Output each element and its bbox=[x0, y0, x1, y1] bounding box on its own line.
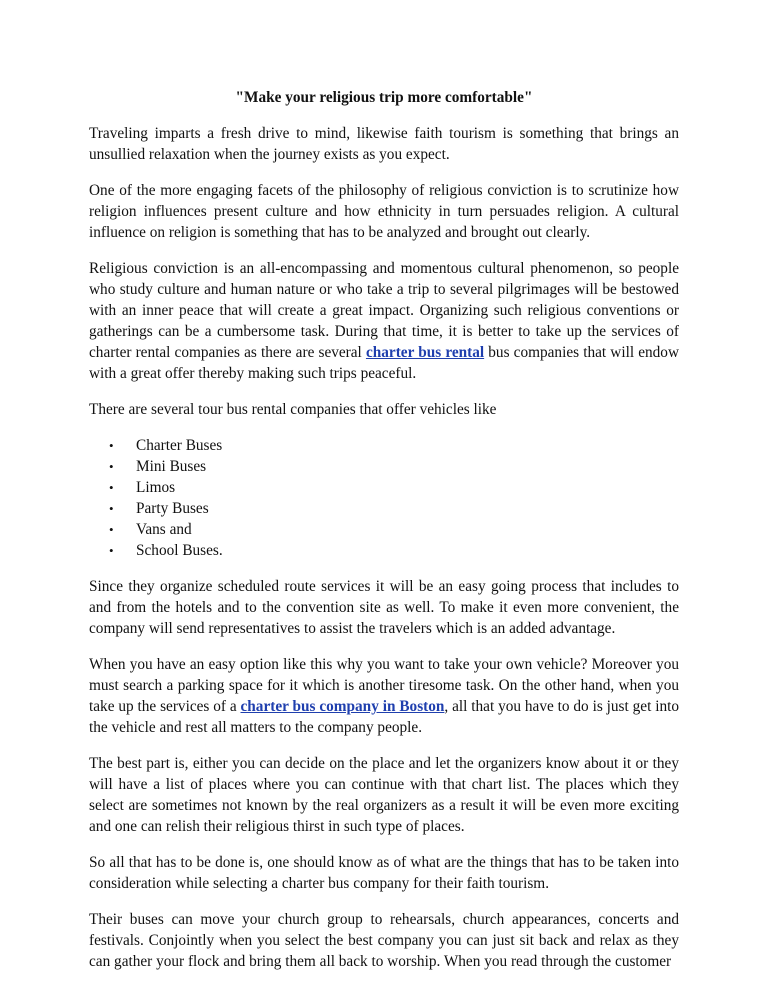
paragraph-intro: Traveling imparts a fresh drive to mind, likewise faith tourism is something that brings an unsullied relaxation when the journey exists as you expect. bbox=[89, 125, 679, 163]
paragraph-philosophy: One of the more engaging facets of the philosophy of religious conviction is to scrutinize how religion influences present culture and how ethnicity in turn persuades religion. A cultural influence on religion is something that has to be analyzed and brought out clearly. bbox=[89, 182, 679, 241]
bullet-icon: • bbox=[109, 480, 114, 495]
bullet-icon: • bbox=[109, 543, 114, 558]
bullet-icon: • bbox=[109, 459, 114, 474]
vehicle-list bbox=[89, 435, 679, 561]
paragraph-church-group: Their buses can move your church group to rehearsals, church appearances, concerts and festivals. Conjointly when you select the best company you can just sit back and relax as they can gather your flock and bring them all back to worship. When you read through the customer bbox=[89, 911, 679, 970]
bullet-icon: • bbox=[109, 438, 114, 453]
list-item bbox=[109, 477, 679, 498]
bullet-icon: • bbox=[109, 501, 114, 516]
list-item bbox=[109, 435, 679, 456]
paragraph-text: bus companies that will endow with a great offer thereby making such trips peaceful. bbox=[89, 344, 680, 382]
list-item bbox=[109, 519, 679, 540]
list-item-label: Charter Buses bbox=[136, 437, 223, 454]
list-item-label: Limos bbox=[136, 479, 176, 496]
list-item-label: Vans and bbox=[136, 521, 192, 538]
paragraph-rental-companies bbox=[89, 258, 679, 384]
list-item bbox=[109, 498, 679, 519]
paragraph-best-part: The best part is, either you can decide on the place and let the organizers know about it or they will have a list of places where you can continue with that chart list. The places which they select are sometimes not known by the real organizers as a result it will be even more exciting and one can relish their religious thirst in such type of places. bbox=[89, 755, 679, 835]
list-item bbox=[109, 456, 679, 477]
list-item-label: Party Buses bbox=[136, 500, 209, 517]
paragraph-vehicles-intro: There are several tour bus rental companies that offer vehicles like bbox=[89, 401, 497, 418]
list-item-label: School Buses. bbox=[136, 542, 223, 559]
paragraph-text: When you have an easy option like this why you want to take your own vehicle? Moreover you must search a parking space for it which is another tiresome task. On the other hand, when you take up the services of a bbox=[89, 656, 679, 715]
list-item-label: Mini Buses bbox=[136, 458, 207, 475]
charter-bus-rental-link[interactable]: charter bus rental bbox=[365, 344, 485, 361]
bullet-icon: • bbox=[109, 522, 114, 537]
paragraph-text: Religious conviction is an all-encompassing and momentous cultural phenomenon, so people who study culture and human nature or who take a trip to several pilgrimages will be bestowed with an inner peace that will create a great impact. Organizing such religious conventions or gatherings can be a cumbersome task. During that time, it is better to take up the services of charter rental companies as there are several bbox=[89, 260, 679, 361]
document-title: "Make your religious trip more comfortable" bbox=[235, 89, 533, 106]
paragraph-route-services: Since they organize scheduled route services it will be an easy going process that includes to and from the hotels and to the convention site as well. To make it even more convenient, the company will send representatives to assist the travelers which is an added advantage. bbox=[89, 578, 679, 637]
paragraph-considerations: So all that has to be done is, one should know as of what are the things that has to be taken into consideration while selecting a charter bus company for their faith tourism. bbox=[89, 854, 679, 892]
charter-bus-company-boston-link[interactable]: charter bus company in Boston bbox=[240, 698, 445, 715]
list-item bbox=[109, 540, 679, 561]
paragraph-easy-option bbox=[89, 654, 679, 738]
paragraph-text: , all that you have to do is just get into the vehicle and rest all matters to the company people. bbox=[89, 698, 679, 736]
